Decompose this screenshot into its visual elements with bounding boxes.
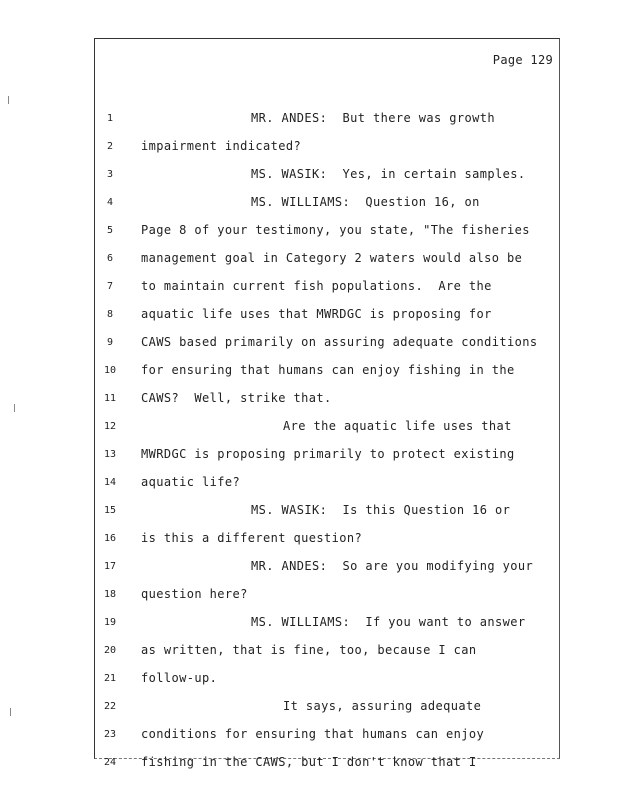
- transcript-line: fishing in the CAWS, but I don't know that I: [141, 755, 477, 769]
- line-number: 18: [103, 589, 117, 600]
- transcript-line: CAWS based primarily on assuring adequate conditions: [141, 335, 538, 349]
- transcript-line: conditions for ensuring that humans can enjoy: [141, 727, 485, 741]
- line-number: 22: [103, 701, 117, 712]
- page-number: Page 129: [492, 53, 553, 67]
- line-number: 8: [106, 309, 114, 320]
- line-number: 15: [103, 505, 117, 516]
- line-number: 4: [106, 197, 114, 208]
- transcript-line: aquatic life?: [141, 475, 241, 489]
- line-number: 17: [103, 561, 117, 572]
- line-number: 5: [106, 225, 114, 236]
- transcript-line: CAWS? Well, strike that.: [141, 391, 332, 405]
- transcript-line: for ensuring that humans can enjoy fishing in the: [141, 363, 515, 377]
- transcript-line: question here?: [141, 587, 248, 601]
- transcript-line: MWRDGC is proposing primarily to protect existing: [141, 447, 515, 461]
- line-number: 2: [106, 141, 114, 152]
- transcript-line: follow-up.: [141, 671, 218, 685]
- transcript-line: impairment indicated?: [141, 139, 302, 153]
- transcript-line: to maintain current fish populations. Are the: [141, 279, 492, 293]
- line-number: 20: [103, 645, 117, 656]
- transcript-line: MS. WASIK: Is this Question 16 or: [251, 503, 511, 517]
- transcript-line: Are the aquatic life uses that: [283, 419, 512, 433]
- line-number: 1: [106, 113, 114, 124]
- margin-mark: [10, 708, 14, 716]
- line-number: 6: [106, 253, 114, 264]
- transcript-line: aquatic life uses that MWRDGC is proposing for: [141, 307, 492, 321]
- line-number: 21: [103, 673, 117, 684]
- transcript-line: It says, assuring adequate: [283, 699, 482, 713]
- transcript-line: Page 8 of your testimony, you state, "The fisheries: [141, 223, 530, 237]
- line-number: 7: [106, 281, 114, 292]
- line-number: 19: [103, 617, 117, 628]
- line-number: 12: [103, 421, 117, 432]
- line-number: 14: [103, 477, 117, 488]
- line-number: 16: [103, 533, 117, 544]
- transcript-line: as written, that is fine, too, because I can: [141, 643, 477, 657]
- line-number: 11: [103, 393, 117, 404]
- transcript-line: MR. ANDES: So are you modifying your: [251, 559, 534, 573]
- margin-mark: [8, 96, 12, 104]
- line-number: 3: [106, 169, 114, 180]
- transcript-line: MS. WILLIAMS: If you want to answer: [251, 615, 526, 629]
- line-number: 23: [103, 729, 117, 740]
- transcript-line: MR. ANDES: But there was growth: [251, 111, 495, 125]
- line-number: 10: [103, 365, 117, 376]
- transcript-line: MS. WILLIAMS: Question 16, on: [251, 195, 480, 209]
- margin-mark: [14, 404, 18, 412]
- line-number: 24: [103, 757, 117, 768]
- transcript-line: MS. WASIK: Yes, in certain samples.: [251, 167, 526, 181]
- line-number: 9: [106, 337, 114, 348]
- transcript-line: management goal in Category 2 waters would also be: [141, 251, 523, 265]
- transcript-page: [94, 38, 560, 769]
- transcript-line: is this a different question?: [141, 531, 363, 545]
- line-number: 13: [103, 449, 117, 460]
